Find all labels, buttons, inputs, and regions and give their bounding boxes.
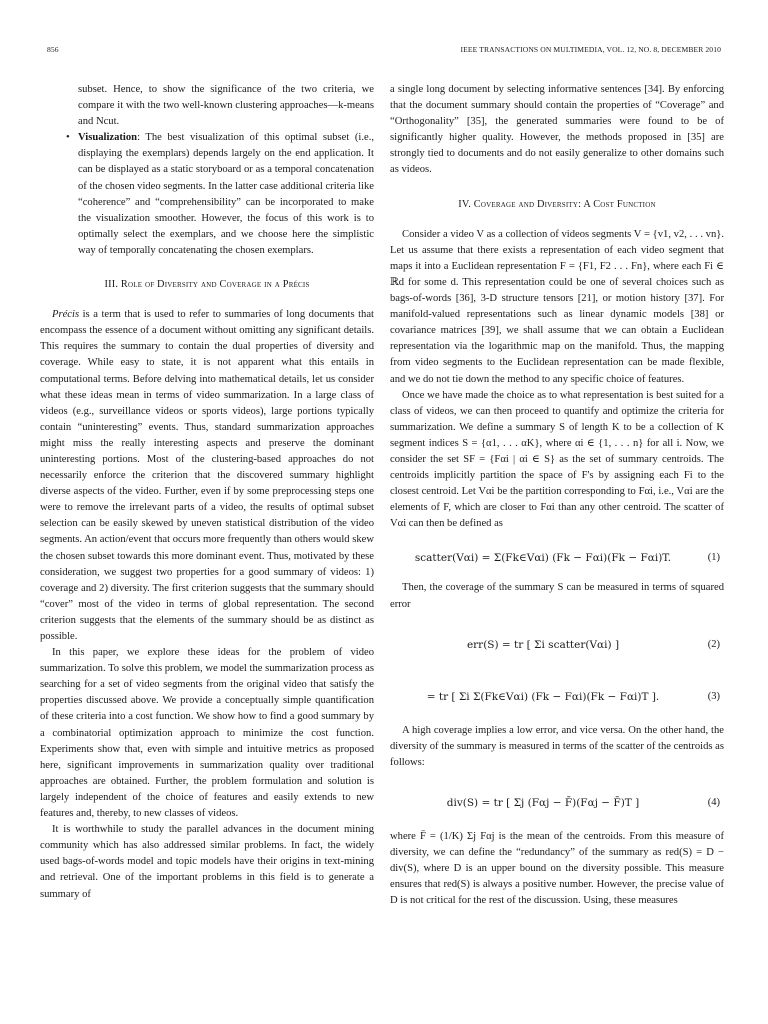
equation-number: (4) — [707, 796, 720, 808]
equation-body: div(S) = tr [ Σj (Fαj − F̄)(Fαj − F̄)T ] — [446, 796, 640, 809]
section-heading-3 — [40, 277, 374, 293]
equation-body: scatter(Vαi) = Σ(Fk∈Vαi) (Fk − Fαi)(Fk − Fαi)T. — [414, 552, 672, 565]
equation-1 — [390, 540, 724, 574]
section-number: IV. — [458, 198, 471, 210]
paragraph: A high coverage implies a low error, and vice versa. On the other hand, the diversity of the summary is measured in terms of the scatter of the centroids as follows: — [390, 724, 724, 768]
paragraph: where F̄ = (1/K) Σj Fαj is the mean of the centroids. From this measure of diversity, we can define the “redundancy” of the summary as red(S) = D − div(S), where D is an upper bound on the diversity possible. This measure ensures that red(S) is always a positive number. However, the precise value of D is not critical for the rest of the discussion. Using, these measures — [390, 830, 724, 907]
section-title: Coverage and Diversity: A Cost Function — [473, 198, 656, 210]
term-precis: Précis — [52, 309, 80, 321]
equation-number: (1) — [707, 552, 720, 564]
equation-4 — [390, 779, 724, 823]
section-number: III. — [104, 279, 119, 291]
right-column — [390, 82, 724, 909]
continued-bullet-text: subset. Hence, to show the significance of the two criteria, we compare it with the two well-known clustering approaches—k-means and Ncut. — [78, 84, 374, 128]
equation-2 — [390, 621, 724, 665]
bullet-body: : The best visualization of this optimal subset (i.e., displaying the exemplars) depends largely on the end application. It can be displayed as a static storyboard or as a temporal concatenation of the chosen video segments. In the latter case additional criteria like “coherence” and “comprehensibility” can be incorporated to make the visualization smoother. However, the focus of this work is to optimally select the exemplars, and we choose here the simplistic way of temporally concatenating the chosen exemplars. — [78, 132, 374, 256]
running-header: IEEE TRANSACTIONS ON MULTIMEDIA, VOL. 12, NO. 8, DECEMBER 2010 — [460, 45, 721, 54]
paragraph: a single long document by selecting informative sentences [34]. By enforcing that the document summary should contain the properties of “Coverage” and “Orthogonality” [35], the generated summaries were found to be of significantly higher quality. However, the methods proposed in [35] are strongly tied to documents and do not easily generalize to other domains such as videos. — [390, 84, 724, 176]
paragraph: Consider a video V as a collection of videos segments V = {v1, v2, . . . vn}. Let us assume that there exists a representation of each video segment that maps it into a Euclidean representation F = {F1, F2 . . . Fn}, where each Fi ∈ ℝd for some d. This representation could be one of several choices such as bags-of-words [36], 3-D structure tensors [21], or motion history [37]. For manifold-valued representations such as linear dynamic models [38] or covariance matrices [39], we shall assume that we can obtain a Euclidean representation via the logarithmic map on the manifold. Thus, the mapping from video segments to the Euclidean representation can be made flexible, and we do not tie down the method to any specific choice of features. — [390, 228, 724, 385]
bullet-heading: Visualization — [78, 132, 138, 144]
paragraph: Once we have made the choice as to what representation is best suited for a class of videos, we can then proceed to quantify and optimize the criteria for summarization. We define a summary S of length K to be a collection of K segment indices S = {α1, . . . αK}, where αi ∈ {1, . . . n} for all i. Now, we consider the set SF = {Fαi | αi ∈ S} as the set of summary centroids. The centroids implicitly partition the space of F's by assigning each Fi to the closest centroid. Let Vαi be the partition corresponding to Fαi, i.e., Vαi are the elements of F, which are closer to Fαi than any other centroid. The scatter of Vαi can then be defined as — [390, 389, 724, 530]
paragraph: In this paper, we explore these ideas for the problem of video summarization. To solve this problem, we model the summarization process as searching for a set of video segments from the original video that satisfy the properties discussed above. We provide a conceptually simple quantification of these criteria into a cost function. We show how to find a good summary by a combinatorial optimization approach to minimize the cost function. Experiments show that, even with simple and intuitive metrics as proposed here, significant improvements in summarization quality over traditional approaches are obtained. Further, the problem formulation and solution is largely independent of the choice of features and easily extends to new features and, thereby, to new classes of videos. — [40, 647, 374, 820]
paragraph — [40, 307, 374, 645]
equation-number: (3) — [707, 690, 720, 702]
section-heading-4 — [390, 197, 724, 213]
left-column — [40, 82, 374, 903]
bullet-visualization — [78, 130, 374, 259]
section-title: Role of Diversity and Coverage in a Précis — [120, 279, 310, 291]
paragraph: It is worthwhile to study the parallel advances in the document mining community which has also addressed similar problems. In fact, the widely used bags-of-words model and topic models have their origins in text-mining and retrieval. One of the important problems in this field is to generate a summary of — [40, 824, 374, 900]
equation-body: = tr [ Σi Σ(Fk∈Vαi) (Fk − Fαi)(Fk − Fαi)T ]. — [426, 690, 660, 703]
page-number: 856 — [47, 45, 59, 54]
paragraph: Then, the coverage of the summary S can be measured in terms of squared error — [390, 582, 724, 610]
equation-3 — [390, 673, 724, 717]
equation-number: (2) — [707, 638, 720, 650]
equation-body: err(S) = tr [ Σi scatter(Vαi) ] — [466, 638, 620, 651]
paragraph-body: is a term that is used to refer to summaries of long documents that encompass the essence of a document without omitting any significant details. This requires the summary to contain the dual properties of diversity and coverage. While easy to state, it is not apparent what this entails in computational terms. Before delving into mathematical details, let us consider what these ideas mean in terms of video summarization. In a large class of videos (e.g., surveillance videos or sports videos), large portions typically contain “uninteresting” events. Thus, standard summarization approaches might miss the really interesting aspects and preserve the dominant uninteresting portions. Most of the clustering-based approaches do not necessarily enforce the criterion that the discovered summary highlight diverse aspects of the video. Further, even if by some preprocessing steps one were to remove the irrelevant parts of a video, the results of optimal subset selection can be easily skewed by uneven statistical distribution of the video segments. An action/event that occurs more frequently than others would skew the chosen subset towards this more dominant event. Thus, motivated by these consideration, we suggest two properties for a good summary of videos: 1) coverage and 2) diversity. The first criterion suggests that the summary should “cover” most of the video in terms of global representation. The second criterion suggests that the elements of the summary should be as distinct as possible. — [40, 309, 374, 642]
bullet-list — [40, 130, 374, 259]
